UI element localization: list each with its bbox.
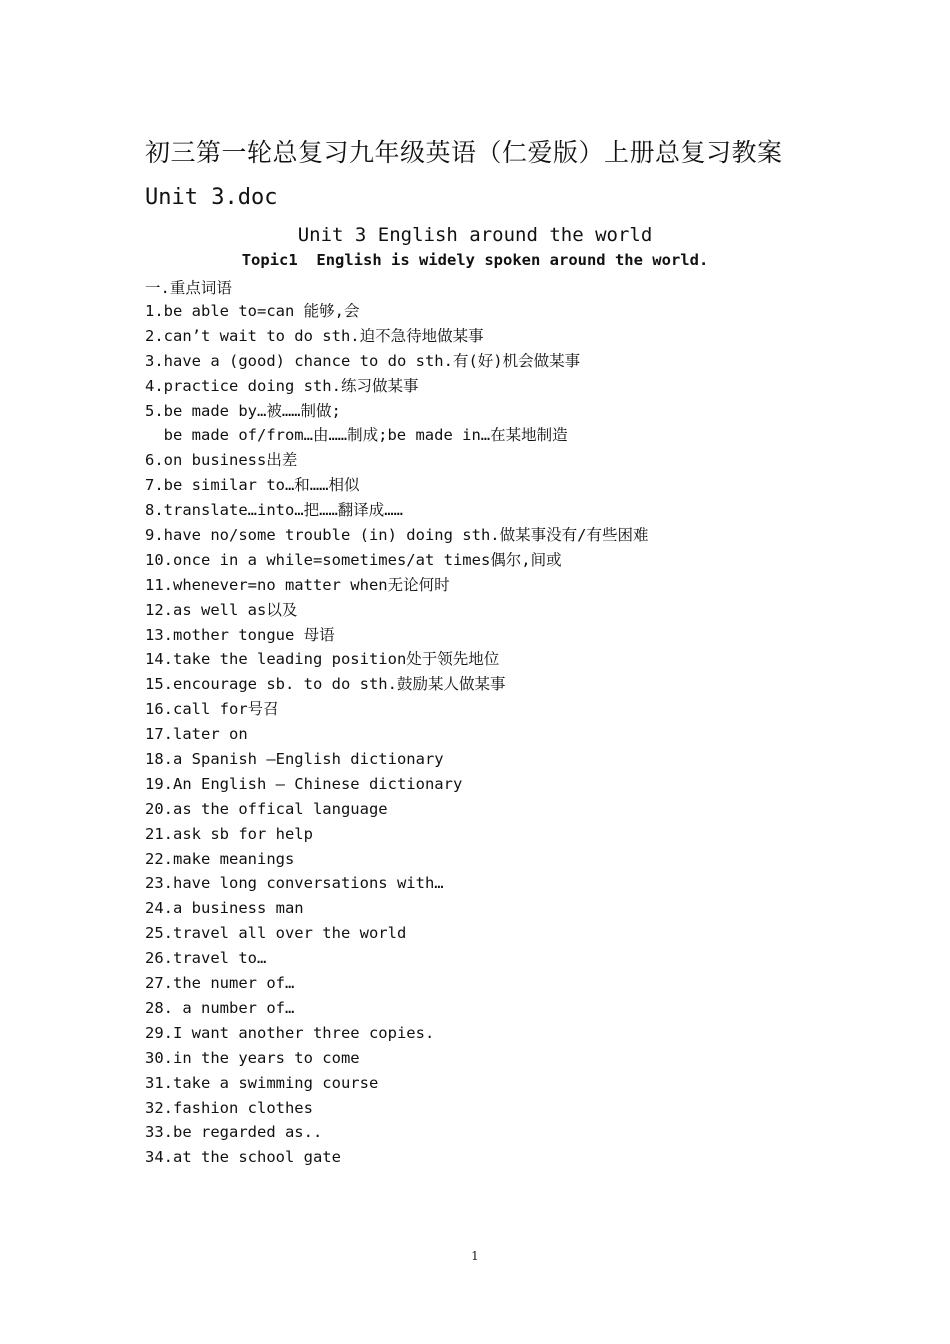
list-item: 31.take a swimming course — [145, 1073, 379, 1092]
list-item: 21.ask sb for help — [145, 824, 313, 843]
list-item: 17.later on — [145, 725, 248, 744]
document-title: 初三第一轮总复习九年级英语（仁爱版）上册总复习教案 — [145, 138, 783, 167]
list-item: 27.the numer of… — [145, 974, 295, 993]
list-item: 20.as the offical language — [145, 799, 388, 818]
list-item: 2.can’t wait to do sth.迫不急待地做某事 — [145, 326, 484, 345]
list-item: 6.on business出差 — [145, 451, 298, 470]
list-item: 26.travel to… — [145, 949, 267, 968]
list-item: 25.travel all over the world — [145, 924, 407, 943]
list-item: 7.be similar to…和……相似 — [145, 476, 360, 495]
list-item: 3.have a (good) chance to do sth.有(好)机会做某事 — [145, 351, 581, 370]
list-item: 19.An English – Chinese dictionary — [145, 774, 463, 793]
list-item: 34.at the school gate — [145, 1148, 341, 1167]
list-item: be made of/from…由……制成;be made in…在某地制造 — [145, 426, 568, 445]
list-item: 29.I want another three copies. — [145, 1023, 435, 1042]
list-item: 4.practice doing sth.练习做某事 — [145, 376, 419, 395]
list-item: 8.translate…into…把……翻译成…… — [145, 501, 403, 520]
list-item: 33.be regarded as.. — [145, 1123, 323, 1142]
list-item: 14.take the leading position处于领先地位 — [145, 650, 500, 669]
list-item: 15.encourage sb. to do sth.鼓励某人做某事 — [145, 675, 506, 694]
list-item: 30.in the years to come — [145, 1048, 360, 1067]
list-item: 16.call for号召 — [145, 700, 279, 719]
list-item: 9.have no/some trouble (in) doing sth.做某事没有/有些困难 — [145, 526, 649, 545]
list-item: 18.a Spanish –English dictionary — [145, 750, 444, 769]
list-item: 23.have long conversations with… — [145, 874, 444, 893]
list-item: 22.make meanings — [145, 849, 295, 868]
topic-heading: Topic1 English is widely spoken around the world. — [241, 251, 709, 269]
page-number: 1 — [471, 1249, 479, 1263]
list-item: 24.a business man — [145, 899, 304, 918]
list-item: 28. a number of… — [145, 998, 295, 1017]
list-item: 10.once in a while=sometimes/at times偶尔,间或 — [145, 550, 562, 569]
list-item: 1.be able to=can 能够,会 — [145, 302, 360, 320]
unit-heading: Unit 3 English around the world — [297, 224, 653, 246]
list-item: 32.fashion clothes — [145, 1098, 313, 1117]
list-item: 13.mother tongue 母语 — [145, 625, 335, 644]
section-heading: 一.重点词语 — [145, 279, 232, 297]
vocabulary-list — [145, 299, 648, 1170]
list-item: 12.as well as以及 — [145, 600, 298, 619]
list-item: 11.whenever=no matter when无论何时 — [145, 575, 450, 594]
document-filename: Unit 3.doc — [145, 185, 278, 210]
list-item: 5.be made by…被……制做; — [145, 401, 341, 420]
